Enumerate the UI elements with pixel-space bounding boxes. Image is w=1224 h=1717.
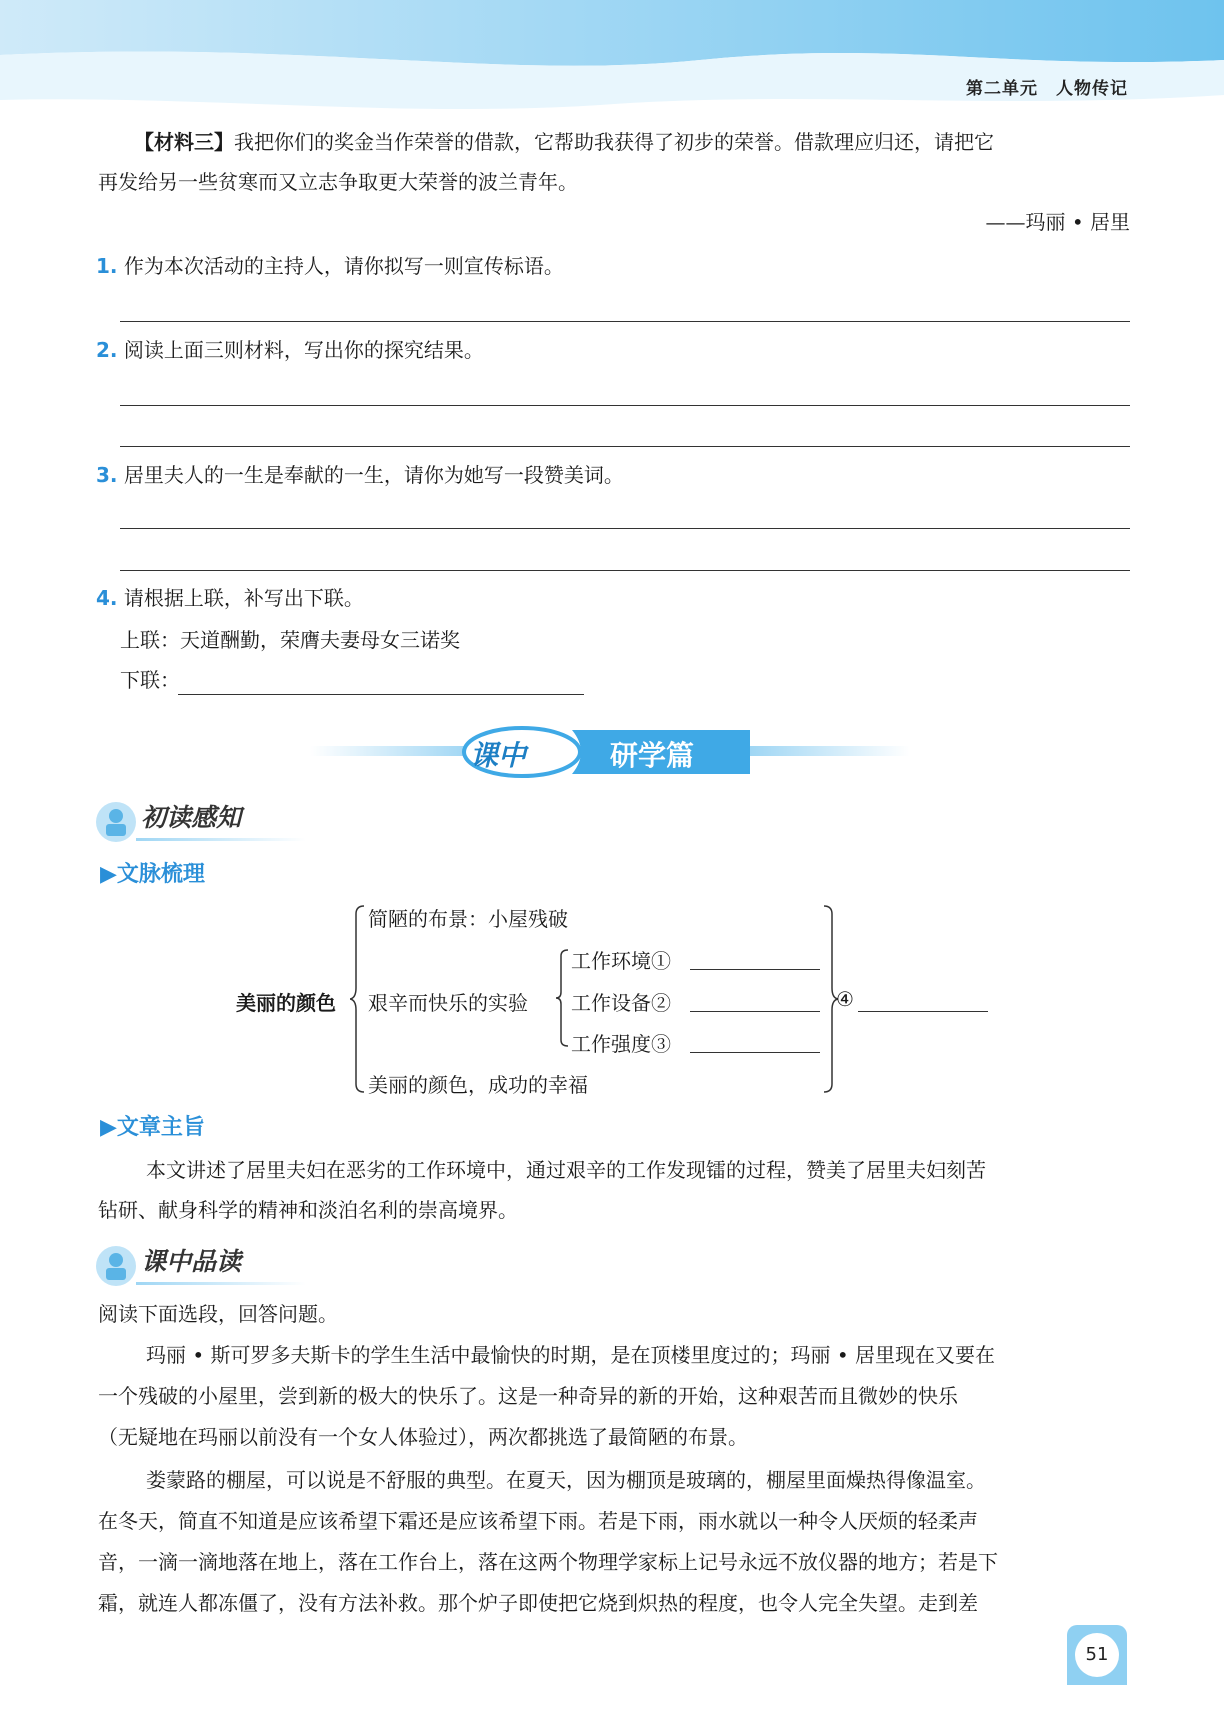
unit-label: 第二单元 [966, 79, 1038, 99]
excerpt-paragraph-1 [98, 1335, 1130, 1458]
question-text: 作为本次活动的主持人，请你拟写一则宣传标语。 [123, 254, 564, 278]
outline-sub-item-3: 工作强度③ [571, 1032, 671, 1056]
banner-left-text: 课中 [470, 739, 527, 772]
excerpt-paragraph-2 [98, 1460, 1130, 1624]
answer-line[interactable] [120, 446, 1130, 447]
question-2 [96, 330, 484, 370]
outline-branch-2: 艰辛而快乐的实验 [368, 991, 528, 1015]
material-tag: 【材料三】 [134, 130, 234, 154]
question-3 [96, 455, 624, 495]
topic-label: 人物传记 [1056, 79, 1128, 99]
triangle-icon: ▶ [100, 1115, 117, 1140]
couplet-lower: 下联： [120, 668, 180, 692]
question-1 [96, 246, 564, 286]
question-text: 阅读上面三则材料，写出你的探究结果。 [123, 338, 484, 362]
answer-line[interactable] [120, 570, 1130, 571]
theme-paragraph [98, 1150, 1130, 1230]
material-line-2: 再发给另一些贫寒而又立志争取更大荣誉的波兰青年。 [98, 170, 578, 194]
answer-line[interactable] [120, 321, 1130, 322]
fill-blank-3[interactable] [690, 1052, 820, 1053]
heading-underline [136, 838, 306, 841]
outline-sub-item-2: 工作设备② [571, 991, 671, 1015]
question-number: 2. [96, 338, 118, 362]
outline-heading [100, 857, 205, 888]
couplet-upper: 上联：天道酬勤，荣膺夫妻母女三诺奖 [120, 628, 460, 652]
first-read-title: 初读感知 [141, 803, 242, 832]
theme-heading [100, 1110, 205, 1141]
read-instruction: 阅读下面选段，回答问题。 [98, 1302, 338, 1326]
heading-underline [136, 1282, 306, 1285]
running-header [948, 74, 1128, 99]
page-number: 51 [1075, 1633, 1119, 1677]
question-number: 4. [96, 586, 118, 610]
couplet-answer-line[interactable] [178, 694, 584, 695]
material-three [98, 122, 1130, 242]
reader-icon [96, 802, 136, 842]
material-author: ——玛丽 • 居里 [985, 210, 1130, 234]
excerpt-line: （无疑地在玛丽以前没有一个女人体验过），两次都挑选了最简陋的布景。 [98, 1425, 748, 1449]
question-number: 3. [96, 463, 118, 487]
excerpt-line: 玛丽 • 斯可罗多夫斯卡的学生生活中最愉快的时期，是在顶楼里度过的；玛丽 • 居里现在又要在 [146, 1343, 996, 1367]
fill-blank-1[interactable] [690, 969, 820, 970]
fill-blank-4[interactable] [858, 1011, 988, 1012]
question-text: 居里夫人的一生是奉献的一生，请你为她写一段赞美词。 [123, 463, 624, 487]
outline-brace-sub [556, 948, 572, 1048]
triangle-icon: ▶ [100, 862, 117, 887]
material-line-1: 我把你们的奖金当作荣誉的借款，它帮助我获得了初步的荣誉。借款理应归还，请把它 [234, 130, 994, 154]
outline-sub-item-1: 工作环境① [571, 949, 671, 973]
first-read-heading [96, 798, 306, 842]
outline-root: 美丽的颜色 [236, 991, 336, 1015]
excerpt-line: 娄蒙路的棚屋，可以说是不舒服的典型。在夏天，因为棚顶是玻璃的，棚屋里面燥热得像温室。 [146, 1468, 986, 1492]
question-text: 请根据上联，补写出下联。 [123, 586, 364, 610]
reader-icon [96, 1246, 136, 1286]
outline-heading-text: 文脉梳理 [116, 862, 205, 887]
banner-right-text: 研学篇 [610, 739, 695, 772]
excerpt-line: 霜，就连人都冻僵了，没有方法补救。那个炉子即使把它烧到炽热的程度，也令人完全失望。走到差 [98, 1591, 978, 1615]
outline-branch-3: 美丽的颜色，成功的幸福 [368, 1073, 588, 1097]
fill-blank-2[interactable] [690, 1011, 820, 1012]
outline-branch-1: 简陋的布景：小屋残破 [368, 907, 568, 931]
question-number: 1. [96, 254, 118, 278]
header-wave-decoration [0, 0, 1224, 130]
theme-line-2: 钻研、献身科学的精神和淡泊名利的崇高境界。 [98, 1198, 518, 1222]
theme-line-1: 本文讲述了居里夫妇在恶劣的工作环境中，通过艰辛的工作发现镭的过程，赞美了居里夫妇刻苦 [146, 1158, 986, 1182]
page-number-tab [1067, 1625, 1127, 1685]
excerpt-line: 音，一滴一滴地落在地上，落在工作台上，落在这两个物理学家标上记号永远不放仪器的地方；若是下 [98, 1550, 998, 1574]
class-read-title: 课中品读 [141, 1247, 242, 1276]
answer-line[interactable] [120, 405, 1130, 406]
outline-brace-main [350, 904, 370, 1094]
excerpt-line: 一个残破的小屋里，尝到新的极大的快乐了。这是一种奇异的新的开始，这种艰苦而且微妙的快乐 [98, 1384, 958, 1408]
question-4 [96, 578, 364, 618]
answer-line[interactable] [120, 528, 1130, 529]
class-read-heading [96, 1242, 306, 1286]
outline-result: ④ [836, 987, 854, 1011]
theme-heading-text: 文章主旨 [116, 1115, 205, 1140]
excerpt-line: 在冬天，简直不知道是应该希望下霜还是应该希望下雨。若是下雨，雨水就以一种令人厌烦的轻柔声 [98, 1509, 978, 1533]
